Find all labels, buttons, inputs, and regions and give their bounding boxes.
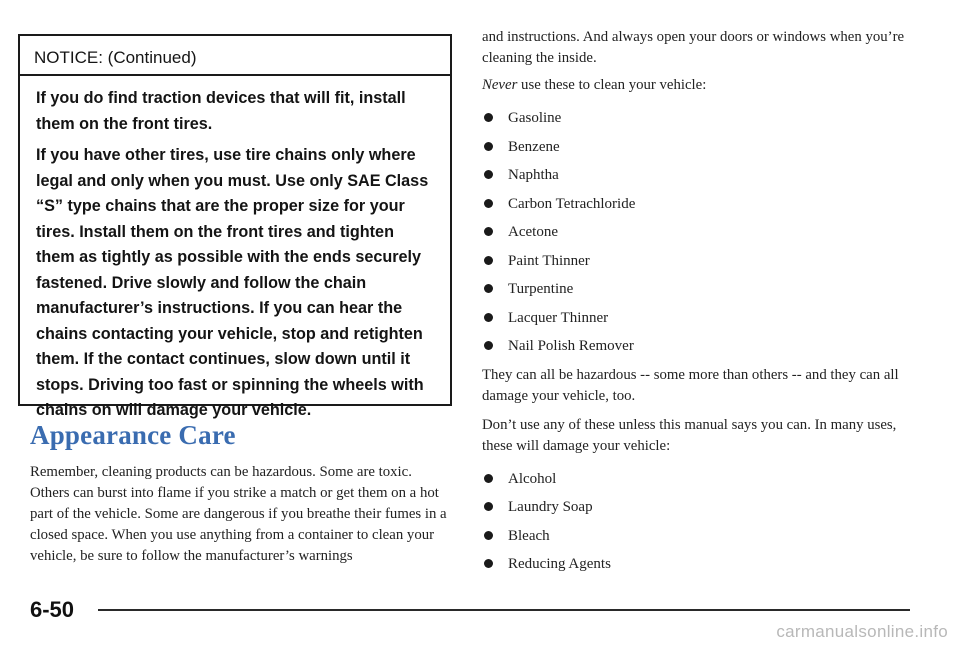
list-item-label: Reducing Agents xyxy=(508,556,611,572)
notice-header: NOTICE: (Continued) xyxy=(20,36,450,76)
continuation-paragraph: and instructions. And always open your doors or windows when you’re cleaning the inside. xyxy=(482,29,905,66)
dont-use-paragraph: Don’t use any of these unless this manual says you can. In many uses, these will damage your vehicle: xyxy=(482,416,897,454)
list-item-label: Bleach xyxy=(508,527,550,544)
list-item xyxy=(482,108,912,128)
hazard-paragraph: They can all be hazardous -- some more than others -- and they can all damage your vehicle, too. xyxy=(482,366,899,404)
never-rest: use these to clean your vehicle: xyxy=(517,77,707,93)
bullet-icon xyxy=(484,142,493,151)
list-item xyxy=(482,554,912,574)
footer-rule xyxy=(98,609,910,611)
bullet-icon xyxy=(484,170,493,179)
list-item-label: Alcohol xyxy=(508,470,557,487)
bullet-icon xyxy=(484,559,493,568)
appearance-care-paragraph: Remember, cleaning products can be hazardous. Some are toxic. Others can burst into flame if you strike a match or get them on a hot part of the vehicle. Some are dangerous if you breathe their fumes in a closed space. When you use anything from a container to clean your vehicle, be sure to follow the manufacturer’s warnings xyxy=(30,464,447,564)
watermark: carmanualsonline.info xyxy=(776,622,948,641)
notice-body xyxy=(20,76,450,424)
bullet-icon xyxy=(484,284,493,293)
page-number: 6-50 xyxy=(30,597,75,622)
bullet-icon xyxy=(484,199,493,208)
list-item xyxy=(482,165,912,185)
list-item xyxy=(482,526,912,546)
bullet-icon xyxy=(484,113,493,122)
list-item-label: Turpentine xyxy=(508,281,574,297)
list-item xyxy=(482,497,912,517)
bullet-icon xyxy=(484,502,493,511)
section-title: Appearance Care xyxy=(30,420,236,450)
never-list xyxy=(482,108,912,356)
notice-paragraph-2: If you have other tires, use tire chains only where legal and only when you must. Use only SAE Class “S” type chains that are the proper size for your tires. Install them on the front tires and tighten them as tightly as possible with the ends securely fastened. Drive slowly and follow the chain manufacturer’s instructions. If you can hear the chains contacting your vehicle, stop and retighten them. If the contact continues, slow down until it stops. Driving too fast or spinning the wheels with chains on will damage your vehicle. xyxy=(36,146,429,419)
list-item-label: Paint Thinner xyxy=(508,252,590,269)
bullet-icon xyxy=(484,313,493,322)
list-item xyxy=(482,336,912,356)
list-item-label: Acetone xyxy=(508,224,558,240)
bullet-icon xyxy=(484,341,493,350)
list-item-label: Laundry Soap xyxy=(508,499,593,515)
bullet-icon xyxy=(484,227,493,236)
right-column xyxy=(482,27,912,583)
notice-paragraph-1: If you do find traction devices that will fit, install them on the front tires. xyxy=(36,89,406,133)
list-item xyxy=(482,222,912,242)
list-item-label: Naphtha xyxy=(508,167,559,183)
list-item-label: Benzene xyxy=(508,138,560,155)
notice-box xyxy=(18,34,452,419)
never-word: Never xyxy=(482,77,518,93)
bullet-icon xyxy=(484,531,493,540)
list-item xyxy=(482,251,912,271)
list-item xyxy=(482,469,912,489)
list-item-label: Gasoline xyxy=(508,110,562,126)
list-item xyxy=(482,137,912,157)
list-item xyxy=(482,308,912,328)
damage-list xyxy=(482,469,912,575)
bullet-icon xyxy=(484,256,493,265)
list-item xyxy=(482,279,912,299)
bullet-icon xyxy=(484,474,493,483)
list-item xyxy=(482,194,912,214)
list-item-label: Lacquer Thinner xyxy=(508,309,609,326)
list-item-label: Nail Polish Remover xyxy=(508,338,634,354)
list-item-label: Carbon Tetrachloride xyxy=(508,195,636,212)
never-intro xyxy=(482,75,912,96)
